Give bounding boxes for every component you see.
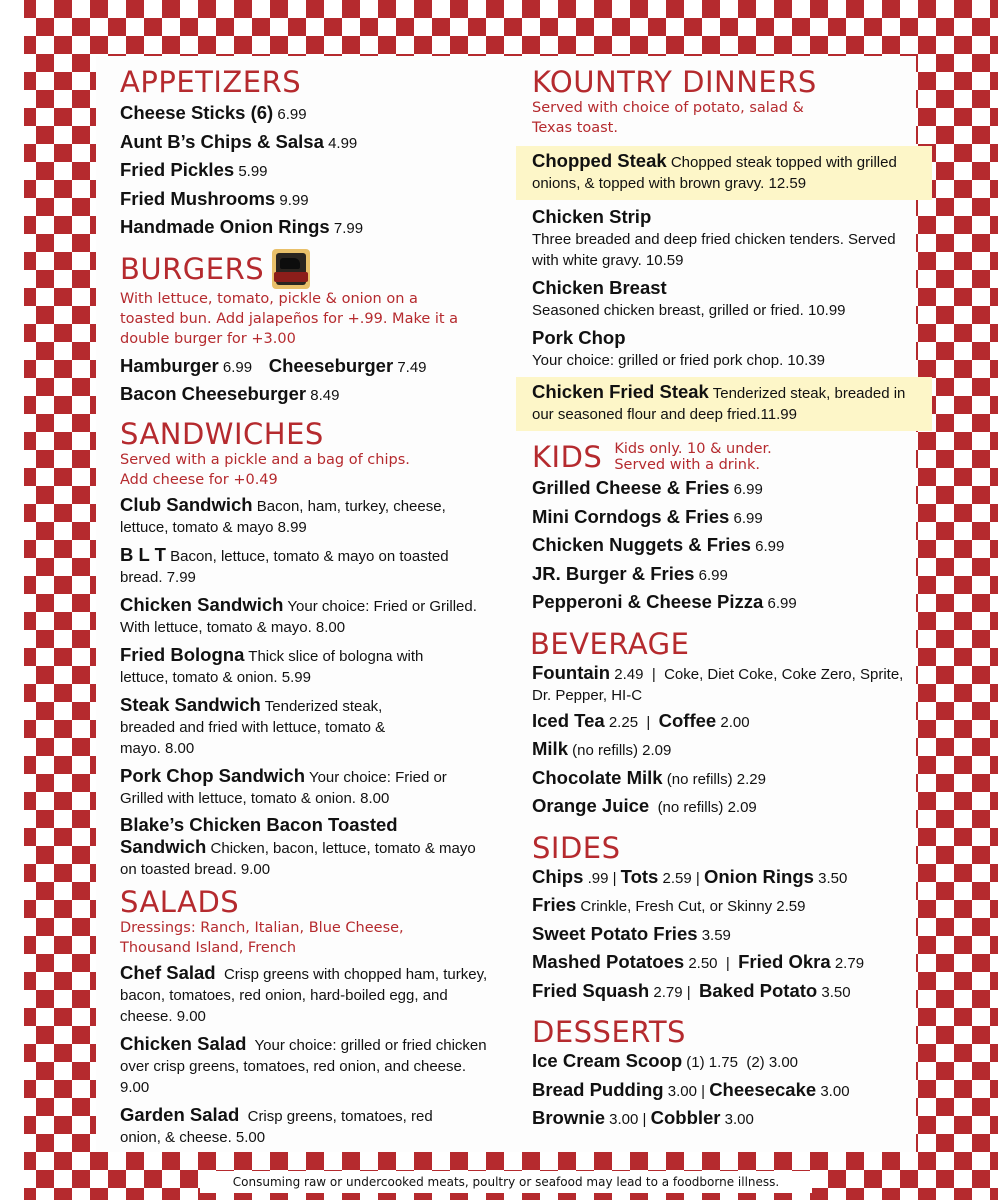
certified-angus-beef-logo-icon — [272, 249, 310, 289]
menu-item: Pork Chop Your choice: grilled or fried pork chop. 10.39 — [532, 327, 825, 369]
kountry-dinners-subtitle: Served with choice of potato, salad & Texas toast. — [532, 100, 804, 136]
menu-item: Handmade Onion Rings 7.99 — [120, 216, 364, 237]
menu-item-highlighted: Chicken Fried Steak Tenderized steak, breaded in our seasoned flour and deep fried.11.99 — [516, 377, 932, 431]
menu-item: Chips .99 | Tots 2.59 | Onion Rings 3.50 — [532, 865, 848, 887]
sandwiches-title: SANDWICHES — [120, 416, 324, 451]
kids-title: KIDS — [532, 440, 603, 474]
menu-item: Chicken Sandwich Your choice: Fried or Grilled. With lettuce, tomato & mayo. 8.00 — [120, 593, 477, 636]
menu-item: Chicken Strip Three breaded and deep fried chicken tenders. Served with white gravy. 10.59 — [532, 206, 896, 269]
right-column — [532, 66, 916, 1134]
menu-item: Sweet Potato Fries 3.59 — [532, 922, 731, 944]
menu-item-highlighted: Chopped Steak Chopped steak topped with grilled onions, & topped with brown gravy. 12.59 — [516, 146, 932, 200]
left-column — [120, 66, 490, 1154]
menu-item: B L T Bacon, lettuce, tomato & mayo on toasted bread. 7.99 — [120, 543, 449, 586]
burgers-title: BURGERS — [120, 251, 265, 286]
page-margin — [0, 0, 24, 1200]
desserts-title: DESSERTS — [532, 1015, 686, 1049]
kids-subtitle: Kids only. 10 & under. Served with a drink. — [614, 441, 772, 473]
menu-item: Steak Sandwich Tenderized steak, breaded and fried with lettuce, tomato & mayo. 8.00 — [120, 693, 386, 757]
burgers-row: Bacon Cheeseburger 8.49 — [120, 383, 340, 404]
sides-title: SIDES — [532, 830, 621, 865]
beverage-title: BEVERAGE — [530, 626, 690, 661]
menu-item: Blake’s Chicken Bacon Toasted Sandwich Chicken, bacon, lettuce, tomato & mayo on toasted bread. 9.00 — [120, 813, 476, 878]
menu-item: Chicken Breast Seasoned chicken breast, grilled or fried. 10.99 — [532, 277, 846, 319]
menu-item: Fried Mushrooms 9.99 — [120, 187, 309, 209]
menu-item: Fried Pickles 5.99 — [120, 159, 268, 180]
sandwiches-subtitle: Served with a pickle and a bag of chips. Add cheese for +0.49 — [120, 451, 410, 488]
menu-item: Chef Salad Crisp greens with chopped ham, turkey, bacon, tomatoes, red onion, hard-boiled egg, and cheese. 9.00 — [120, 961, 488, 1025]
appetizers-list — [120, 100, 490, 243]
footer-disclaimer: Consuming raw or undercooked meats, poultry or seafood may lead to a foodborne illness. — [200, 1171, 812, 1193]
menu-item: Chicken Nuggets & Fries 6.99 — [532, 534, 785, 555]
menu-item: Ice Cream Scoop (1) 1.75 (2) 3.00 — [532, 1050, 799, 1071]
burgers-row: Hamburger 6.99 Cheeseburger 7.49 — [120, 354, 427, 376]
menu-item: Mashed Potatoes 2.50 | Fried Okra 2.79 — [532, 951, 865, 972]
menu-item: Orange Juice (no refills) 2.09 — [532, 795, 757, 816]
burgers-header — [120, 249, 490, 289]
burgers-subtitle: With lettuce, tomato, pickle & onion on a toasted bun. Add jalapeños for +.99. Make it a double burger for +3.00 — [120, 290, 459, 347]
menu-item: Bread Pudding 3.00 | Cheesecake 3.00 — [532, 1078, 850, 1100]
menu-item: Chicken Salad Your choice: grilled or fried chicken over crisp greens, tomatoes, red onion, and cheese. 9.00 — [120, 1032, 487, 1096]
appetizers-title: APPETIZERS — [120, 65, 302, 99]
menu-item: Brownie 3.00 | Cobbler 3.00 — [532, 1107, 754, 1128]
menu-item: Chocolate Milk (no refills) 2.29 — [532, 766, 766, 788]
kountry-dinners-title: KOUNTRY DINNERS — [532, 65, 817, 99]
menu-item: Mini Corndogs & Fries 6.99 — [532, 505, 763, 527]
menu-item: Club Sandwich Bacon, ham, turkey, cheese, lettuce, tomato & mayo 8.99 — [120, 493, 446, 536]
menu-item: Grilled Cheese & Fries 6.99 — [532, 477, 763, 498]
menu-item: Milk (no refills) 2.09 — [532, 738, 672, 759]
menu-item: Fried Bologna Thick slice of bologna with lettuce, tomato & onion. 5.99 — [120, 643, 424, 686]
menu-panel — [96, 56, 916, 1152]
menu-item: Pork Chop Sandwich Your choice: Fried or Grilled with lettuce, tomato & onion. 8.00 — [120, 764, 447, 807]
salads-title: SALADS — [120, 884, 240, 919]
menu-item: Fried Squash 2.79 | Baked Potato 3.50 — [532, 979, 851, 1001]
menu-item: Aunt B’s Chips & Salsa 4.99 — [120, 130, 358, 152]
menu-item: Garden Salad Crisp greens, tomatoes, red onion, & cheese. 5.00 — [120, 1103, 433, 1146]
kids-header — [532, 441, 916, 473]
menu-item: Cheese Sticks (6) 6.99 — [120, 102, 307, 123]
salads-subtitle: Dressings: Ranch, Italian, Blue Cheese, Thousand Island, French — [120, 919, 404, 956]
menu-item: Fountain 2.49 | Coke, Diet Coke, Coke Zero, Sprite, Dr. Pepper, HI-C — [532, 661, 904, 704]
menu-item: Pepperoni & Cheese Pizza 6.99 — [532, 591, 797, 612]
menu-item: Iced Tea 2.25 | Coffee 2.00 — [532, 709, 750, 731]
menu-item: JR. Burger & Fries 6.99 — [532, 562, 728, 584]
menu-item: Fries Crinkle, Fresh Cut, or Skinny 2.59 — [532, 894, 806, 915]
